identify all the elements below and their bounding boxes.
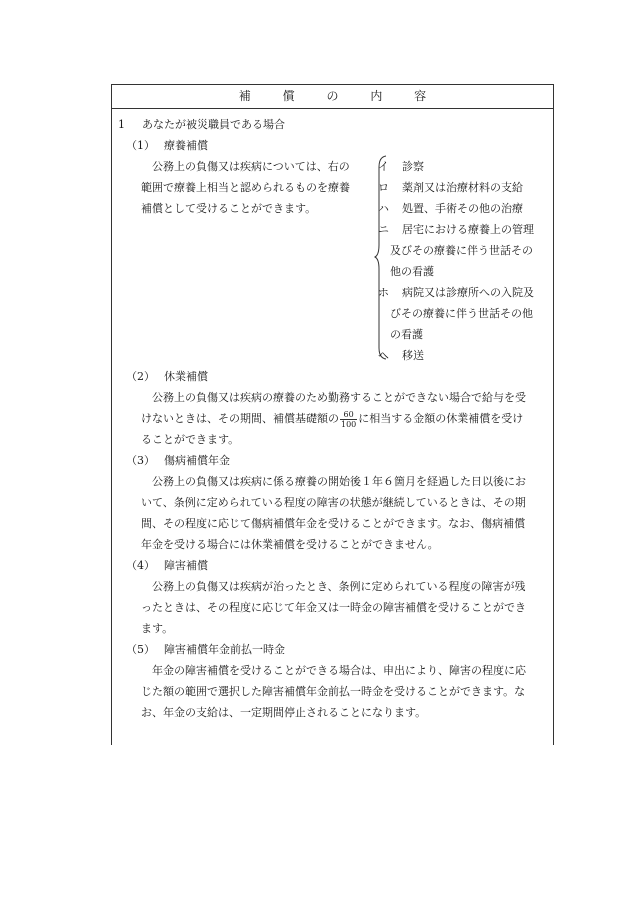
s5-number: （5） (126, 643, 155, 656)
title-char: 償 (282, 89, 295, 103)
s1-item-text: 及びその療養に伴う世話その (390, 244, 533, 257)
section1-heading: あなたが被災職員である場合 (142, 118, 285, 131)
s1-item-mark: ハ (378, 202, 389, 215)
s1-item-mark: ニ (378, 223, 389, 236)
s1-para-line: 公務上の負傷又は疾病については、右の (152, 160, 350, 173)
s2-line2-part: に相当する金額の休業補償を受け (358, 412, 524, 425)
s2-line: 公務上の負傷又は疾病の療養のため勤務することができない場合で給与を受 (152, 391, 526, 404)
s1-item-text: の看護 (390, 328, 423, 341)
s2-number: （2） (126, 370, 155, 383)
s1-item-mark: ヘ (378, 349, 389, 362)
title-char: 内 (370, 89, 383, 103)
section1-number: 1 (118, 118, 125, 131)
s4-line: 公務上の負傷又は疾病が治ったとき、条例に定められている程度の障害が残 (152, 580, 526, 593)
s1-item-text: びその療養に伴う世話その他 (390, 307, 533, 320)
s1-item-text: 他の看護 (390, 265, 434, 278)
s1-item-text: 移送 (402, 349, 424, 362)
s1-item-mark: ロ (378, 181, 389, 194)
s4-number: （4） (126, 559, 155, 572)
s5-line: お、年金の支給は、一定期間停止されることになります。 (141, 706, 427, 719)
s2-heading: 休業補償 (164, 370, 208, 383)
s3-line: 年金を受ける場合には休業補償を受けることができません。 (141, 538, 439, 551)
s5-line: 年金の障害補償を受けることができる場合は、申出により、障害の程度に応 (152, 664, 526, 677)
s3-heading: 傷病補償年金 (164, 454, 230, 467)
fraction (340, 410, 357, 429)
s2-line-with-fraction (141, 409, 523, 429)
title-char: 容 (414, 89, 427, 103)
s1-item-text: 診察 (402, 160, 424, 173)
s5-line: じた額の範囲で選択した障害補償年金前払一時金を受けることができます。な (141, 685, 526, 698)
title-divider (112, 108, 553, 109)
title-char: 補 (238, 89, 251, 103)
s1-item-text: 病院又は診療所への入院及 (402, 286, 534, 299)
s4-line: ます。 (141, 622, 174, 635)
title-char: の (326, 89, 339, 103)
s5-heading: 障害補償年金前払一時金 (164, 643, 285, 656)
s1-heading: 療養補償 (164, 139, 208, 152)
s1-item-text: 薬剤又は治療材料の支給 (402, 181, 523, 194)
s4-heading: 障害補償 (164, 559, 208, 572)
s1-para-line: 範囲で療養上相当と認められるものを療養 (141, 181, 350, 194)
compensation-table-frame (111, 84, 554, 745)
s1-item-text: 処置、手術その他の治療 (402, 202, 523, 215)
s1-item-mark: イ (378, 160, 389, 173)
s3-number: （3） (126, 454, 155, 467)
s1-number: （1） (126, 139, 155, 152)
s1-item-mark: ホ (378, 286, 389, 299)
table-title (112, 88, 553, 104)
s3-line: 間、その程度に応じて傷病補償年金を受けることができます。なお、傷病補償 (141, 517, 526, 530)
s3-line: 公務上の負傷又は疾病に係る療養の開始後１年６箇月を経過した日以後にお (152, 475, 526, 488)
s2-line2-part: けないときは、その期間、補償基礎額の (141, 412, 339, 425)
s1-item-text: 居宅における療養上の管理 (402, 223, 534, 236)
fraction-denominator: 100 (341, 419, 357, 429)
s1-para-line: 補償として受けることができます。 (141, 202, 317, 215)
s4-line: ったときは、その程度に応じて年金又は一時金の障害補償を受けることができ (141, 601, 526, 614)
s2-line: ることができます。 (141, 433, 240, 446)
fraction-numerator: 60 (340, 410, 357, 420)
s3-line: いて、条例に定められている程度の障害の状態が継続しているときは、その期 (141, 496, 526, 509)
